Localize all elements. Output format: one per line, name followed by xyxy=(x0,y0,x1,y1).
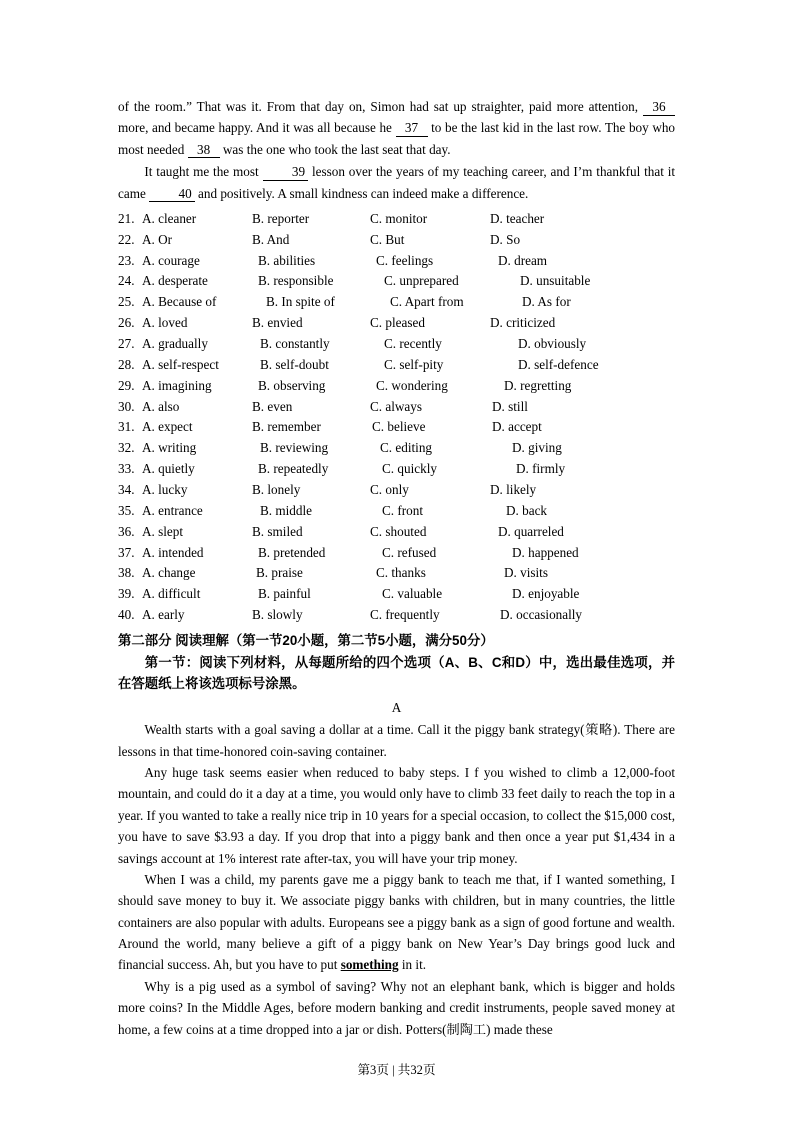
passage-text-3b: in it. xyxy=(398,957,427,973)
passage-paragraph-1: Wealth starts with a goal saving a dollar at a time. Call it the piggy bank strategy(策略). There are lessons in that time-honored coin-saving container. xyxy=(118,722,675,759)
option-b[interactable]: B. abilities xyxy=(258,252,316,268)
option-d[interactable]: D. self-defence xyxy=(518,356,599,372)
option-d[interactable]: D. back xyxy=(506,502,548,518)
option-d[interactable]: D. teacher xyxy=(490,210,545,226)
question-number: 35. xyxy=(118,502,135,518)
option-d[interactable]: D. happened xyxy=(512,544,579,560)
option-a[interactable]: A. Or xyxy=(142,231,173,247)
option-row xyxy=(118,605,675,626)
option-c[interactable]: C. Apart from xyxy=(390,294,464,310)
option-b[interactable]: B. praise xyxy=(256,565,303,581)
option-c[interactable]: C. thanks xyxy=(376,565,426,581)
option-b[interactable]: B. responsible xyxy=(258,273,334,289)
question-number: 32. xyxy=(118,440,135,456)
option-b[interactable]: B. constantly xyxy=(260,336,330,352)
option-c[interactable]: C. only xyxy=(370,482,409,498)
option-row xyxy=(118,397,675,418)
option-a[interactable]: A. imagining xyxy=(142,377,212,393)
question-number: 28. xyxy=(118,356,135,372)
option-d[interactable]: D. likely xyxy=(490,482,537,498)
option-a[interactable]: A. early xyxy=(142,607,185,623)
option-a[interactable]: A. intended xyxy=(142,544,204,560)
option-b[interactable]: B. slowly xyxy=(252,607,303,623)
option-row xyxy=(118,584,675,605)
question-number: 39. xyxy=(118,586,135,602)
blank-40: 40 xyxy=(149,187,195,203)
option-row xyxy=(118,271,675,292)
option-b[interactable]: B. observing xyxy=(258,377,326,393)
option-a[interactable]: A. entrance xyxy=(142,502,203,518)
option-d[interactable]: D. giving xyxy=(512,440,562,456)
cloze-paragraph-2 xyxy=(118,161,675,204)
cloze-text-1a: of the room.” That was it. From that day on, Simon had sat up straighter, paid more attention, xyxy=(118,99,639,114)
cloze-text-1d: was the one who took the last seat that day. xyxy=(222,141,451,157)
option-a[interactable]: A. expect xyxy=(142,419,193,435)
option-b[interactable]: B. In spite of xyxy=(266,294,335,310)
passage-paragraph-4: Why is a pig used as a symbol of saving? Why not an elephant bank, which is bigger and holds more coins? In the Middle Ages, before modern banking and credit instruments, people saved money at home, a few coins at a time dropped into a jar or dish. Potters(制陶工) made these xyxy=(118,978,675,1037)
question-number: 25. xyxy=(118,294,135,310)
option-a[interactable]: A. change xyxy=(142,565,196,581)
option-d[interactable]: D. accept xyxy=(492,419,542,435)
option-a[interactable]: A. gradually xyxy=(142,336,208,352)
option-b[interactable]: B. reporter xyxy=(252,210,310,226)
cloze-text-2a: It taught me the most xyxy=(144,164,259,180)
part-two-title: 第二部分 阅读理解（第一节20小题，第二节5小题，满分50分） xyxy=(118,633,494,649)
option-a[interactable]: A. also xyxy=(142,398,180,414)
instruction-line-1: 第一节：阅读下列材料，从每题所给的四个选项（A、B、C和D）中，选出最佳选项 xyxy=(144,654,648,670)
question-number: 36. xyxy=(118,523,135,539)
passage-emphasis-something: something xyxy=(340,957,399,973)
question-number: 30. xyxy=(118,398,135,414)
option-c[interactable]: C. front xyxy=(382,502,424,518)
option-c[interactable]: C. wondering xyxy=(376,377,448,393)
option-a[interactable]: A. slept xyxy=(142,523,184,539)
question-number: 27. xyxy=(118,336,135,352)
option-d[interactable]: D. occasionally xyxy=(500,607,583,623)
option-d[interactable]: D. obviously xyxy=(518,336,587,352)
question-number: 33. xyxy=(118,461,135,477)
option-a[interactable]: A. writing xyxy=(142,440,197,456)
passage-text-3a: When I was a child, my parents gave me a piggy bank to teach me that, if I wanted something, I should save money to buy it. We associate piggy banks with children, but in many countries, the little containers are also popular with adults. Europeans see a piggy bank as a sign of good fortune and wealth. Around the world, many believe a gift of a piggy bank on New Year’s Day brings good luck and financial success. Ah, but you have to put xyxy=(118,871,675,973)
option-a[interactable]: A. self-respect xyxy=(142,356,219,372)
cloze-paragraph-1 xyxy=(118,96,675,160)
question-number: 21. xyxy=(118,210,135,226)
question-number: 34. xyxy=(118,482,135,498)
cloze-text-2c: and positively. A small kindness can indeed make a difference. xyxy=(198,185,529,201)
option-d[interactable]: D. As for xyxy=(522,294,571,310)
option-b[interactable]: B. repeatedly xyxy=(258,461,329,477)
option-d[interactable]: D. So xyxy=(490,231,521,247)
option-c[interactable]: C. always xyxy=(370,398,423,414)
option-c[interactable]: C. monitor xyxy=(370,210,428,226)
question-number: 31. xyxy=(118,419,135,435)
option-b[interactable]: B. pretended xyxy=(258,544,326,560)
option-b[interactable]: B. reviewing xyxy=(260,440,329,456)
option-a[interactable]: A. loved xyxy=(142,315,188,331)
question-number: 24. xyxy=(118,273,135,289)
option-row xyxy=(118,459,675,480)
option-c[interactable]: C. quickly xyxy=(382,461,437,477)
option-row xyxy=(118,376,675,397)
page-footer: 第3页 | 共32页 xyxy=(357,1063,436,1077)
option-c[interactable]: C. recently xyxy=(384,336,442,352)
option-row xyxy=(118,543,675,564)
cloze-text-1c: to be the last kid in the last row. The boy who most needed xyxy=(118,120,676,157)
option-c[interactable]: C. refused xyxy=(382,544,437,560)
instruction-line-2: ，并在答题纸上将该选项标号涂黑。 xyxy=(118,654,675,692)
option-b[interactable]: B. remember xyxy=(252,419,321,435)
question-number: 26. xyxy=(118,315,135,331)
option-b[interactable]: B. even xyxy=(252,398,293,414)
option-row xyxy=(118,563,675,584)
question-number: 29. xyxy=(118,377,135,393)
blank-39: 39 xyxy=(263,165,309,181)
option-row xyxy=(118,480,675,501)
option-row xyxy=(118,417,675,438)
option-c[interactable]: C. unprepared xyxy=(384,273,459,289)
option-a[interactable]: A. desperate xyxy=(142,273,208,289)
option-b[interactable]: B. lonely xyxy=(252,482,301,498)
option-c[interactable]: C. valuable xyxy=(382,586,443,602)
option-d[interactable]: D. enjoyable xyxy=(512,586,580,602)
question-number: 37. xyxy=(118,544,135,560)
option-row xyxy=(118,230,675,251)
option-d[interactable]: D. firmly xyxy=(516,461,566,477)
option-row xyxy=(118,251,675,272)
option-c[interactable]: C. self-pity xyxy=(384,356,444,372)
question-number: 23. xyxy=(118,252,135,268)
option-row xyxy=(118,209,675,230)
option-b[interactable]: B. painful xyxy=(258,586,311,602)
option-b[interactable]: B. middle xyxy=(260,502,313,518)
option-b[interactable]: B. envied xyxy=(252,315,303,331)
option-a[interactable]: A. lucky xyxy=(142,482,188,498)
option-row xyxy=(118,522,675,543)
option-row xyxy=(118,334,675,355)
passage-paragraph-2: Any huge task seems easier when reduced to baby steps. I f you wished to climb a 12,000-foot mountain, and could do it a day at a time, you would only have to climb 33 feet daily to reach the top in a year. If you wanted to take a really nice trip in 10 years for a special occasion, to collect the $15,000 cost, you have to save $3.93 a day. If you drop that into a piggy bank and then once a year put $1,434 in a savings account at 1% interest rate after-tax, you will have your trip money. xyxy=(118,765,675,866)
option-d[interactable]: D. visits xyxy=(504,565,548,581)
option-d[interactable]: D. criticized xyxy=(490,315,556,331)
option-c[interactable]: C. shouted xyxy=(370,523,427,539)
option-d[interactable]: D. quarreled xyxy=(498,523,564,539)
option-c[interactable]: C. feelings xyxy=(376,252,434,268)
blank-37: 37 xyxy=(396,121,428,137)
option-c[interactable]: C. pleased xyxy=(370,315,425,331)
blank-36: 36 xyxy=(643,100,675,116)
option-a[interactable]: A. Because of xyxy=(142,294,217,310)
option-row xyxy=(118,292,675,313)
option-a[interactable]: A. quietly xyxy=(142,461,195,477)
option-c[interactable]: C. editing xyxy=(380,440,433,456)
option-b[interactable]: B. And xyxy=(252,231,290,247)
option-d[interactable]: D. dream xyxy=(498,252,548,268)
cloze-text-2b: lesson over the years of my teaching career, and I’m thankful that it came xyxy=(118,164,676,201)
question-number: 38. xyxy=(118,565,135,581)
option-d[interactable]: D. regretting xyxy=(504,377,572,393)
passage-paragraph-3 xyxy=(118,869,675,976)
option-row xyxy=(118,438,675,459)
question-number: 22. xyxy=(118,231,135,247)
option-b[interactable]: B. smiled xyxy=(252,523,303,539)
option-row xyxy=(118,501,675,522)
section-one-instruction xyxy=(118,652,675,695)
option-a[interactable]: A. cleaner xyxy=(142,210,197,226)
question-number: 40. xyxy=(118,607,135,623)
cloze-text-1b: more, and became happy. And it was all because he xyxy=(118,120,392,136)
option-b[interactable]: B. self-doubt xyxy=(260,356,329,372)
option-row xyxy=(118,355,675,376)
option-d[interactable]: D. unsuitable xyxy=(520,273,591,289)
options-list xyxy=(118,209,675,626)
option-a[interactable]: A. difficult xyxy=(142,586,201,602)
option-a[interactable]: A. courage xyxy=(142,252,200,268)
option-row xyxy=(118,313,675,334)
option-c[interactable]: C. But xyxy=(370,231,405,247)
blank-38: 38 xyxy=(188,143,220,159)
option-c[interactable]: C. frequently xyxy=(370,607,440,623)
passage-letter: A xyxy=(391,699,402,715)
option-c[interactable]: C. believe xyxy=(372,419,426,435)
option-d[interactable]: D. still xyxy=(492,398,528,414)
